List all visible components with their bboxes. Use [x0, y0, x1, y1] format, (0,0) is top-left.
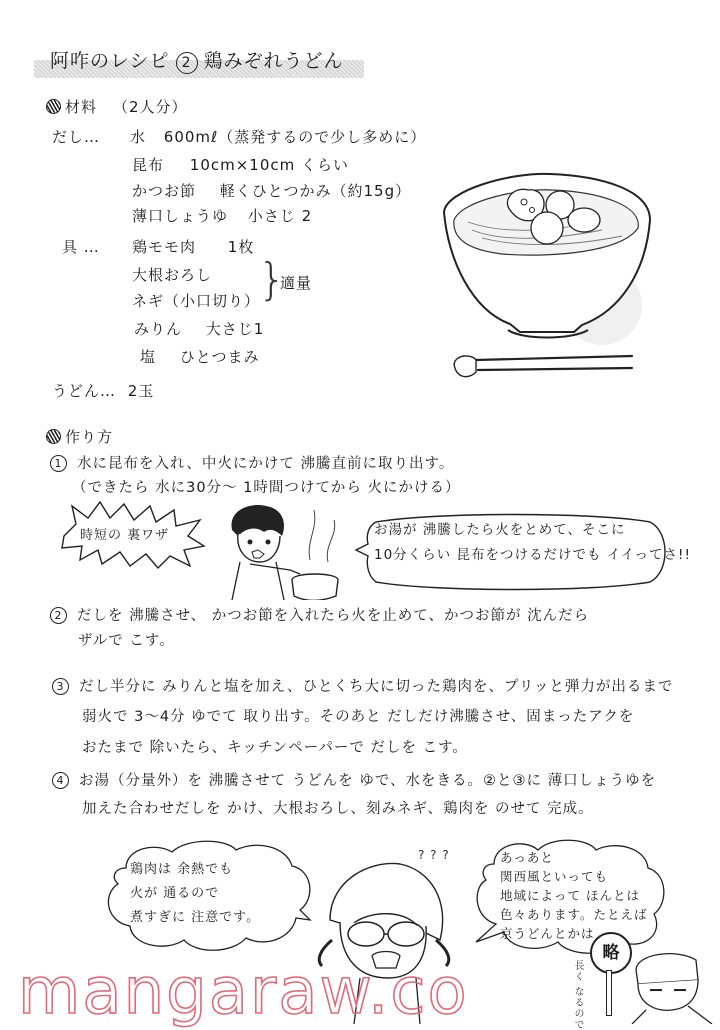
- ingredient-row: [134, 318, 264, 339]
- ingredient-row: [132, 154, 349, 175]
- ingredient-row: [52, 380, 154, 401]
- ingredient-amount: 小さじ 2: [247, 207, 313, 225]
- chicken-bubble-text: [130, 858, 260, 930]
- step-line: お湯（分量外）を 沸騰させて うどんを ゆで、水をきる。②と③に 薄口しょうゆを: [79, 773, 657, 789]
- boy-with-pot-illustration: [210, 500, 350, 600]
- title-prefix: 阿咋のレシピ: [50, 50, 170, 72]
- ingredients-header: [46, 96, 188, 117]
- site-watermark: mangaraw.co: [18, 955, 469, 1029]
- aside-line: 長く: [572, 960, 583, 982]
- tip-bubble-text: [374, 518, 691, 568]
- bubble-line: 火が 通るので: [130, 886, 220, 901]
- kansai-bubble-text: [500, 848, 648, 943]
- ingredient-name: みりん: [134, 320, 183, 338]
- aside-note: [572, 960, 583, 1030]
- step-4-line-2: 加えた合わせだしを かけ、大根おろし、刻みネギ、鶏肉を のせて 完成。: [82, 801, 594, 817]
- bubble-line: 地域によって ほんとは: [500, 888, 640, 903]
- ingredient-name: ネギ（小口切り）: [132, 292, 261, 310]
- step-number-badge: 1: [50, 455, 67, 472]
- ingredient-row: [140, 346, 260, 367]
- udon-label: うどん…: [52, 382, 117, 400]
- ingredients-header-label: 材料: [65, 98, 98, 116]
- step-number-badge: 2: [50, 607, 67, 624]
- question-marks: ? ? ?: [418, 848, 450, 862]
- ingredient-row: [132, 180, 411, 201]
- step-line: 水に昆布を入れ、中火にかけて 沸騰直前に取り出す。: [77, 456, 455, 472]
- ingredient-amount: 軽くひとつかみ（約15g）: [219, 182, 412, 200]
- step-2: [50, 607, 589, 624]
- bubble-line: 色々あります。たとえば: [500, 907, 648, 922]
- hatched-bullet-icon: [46, 99, 61, 114]
- time-saving-trick-label: 時短の 裏ワザ: [80, 528, 170, 543]
- bubble-line: 煮すぎに 注意です。: [130, 910, 261, 925]
- ingredient-row: [132, 205, 312, 226]
- bubble-line: 京うどんとかは: [500, 926, 595, 941]
- ingredient-name: 昆布: [132, 156, 165, 174]
- bubble-line: 10分くらい 昆布をつけるだけでも イイってさ!!: [374, 547, 691, 563]
- ingredient-name: 塩: [140, 348, 157, 366]
- step-number-badge: 3: [52, 678, 69, 695]
- ingredient-amount: 大さじ1: [205, 320, 265, 338]
- ingredient-amount: 600mℓ（蒸発するので少し多めに）: [163, 128, 427, 146]
- brace-icon: }: [258, 254, 286, 305]
- step-line: だしを 沸騰させ、 かつお節を入れたら火を止めて、かつお節が 沈んだら: [77, 608, 590, 624]
- step-1-note: （できたら 水に30分〜 1時間つけてから 火にかける）: [72, 480, 461, 496]
- step-1: [50, 455, 454, 472]
- bubble-line: お湯が 沸騰したら火をとめて、そこに: [374, 522, 626, 538]
- step-3-line-3: おたまで 除いたら、キッチンペーパーで だしを こす。: [82, 740, 468, 756]
- omitted-sign: 略: [590, 932, 632, 974]
- ingredient-name: 水: [130, 128, 147, 146]
- ingredient-name: 薄口しょうゆ: [132, 207, 229, 225]
- appropriate-amount-label: 適量: [280, 274, 313, 292]
- gu-label: 具 …: [62, 238, 100, 256]
- page-title: [50, 46, 344, 74]
- step-number-badge: 4: [52, 772, 69, 789]
- method-header: [46, 426, 113, 447]
- method-header-label: 作り方: [65, 428, 114, 446]
- ingredient-row: [132, 290, 260, 311]
- bubble-line: 鶏肉は 余熱でも: [130, 862, 234, 877]
- recipe-number-badge: 2: [176, 52, 198, 74]
- step-2-line-2: ザルで こす。: [78, 633, 175, 649]
- ingredient-amount: 10cm×10cm くらい: [189, 156, 350, 174]
- title-dish: 鶏みぞれうどん: [203, 50, 344, 72]
- aside-line: なるので: [572, 986, 583, 1030]
- bubble-line: 関西風といっても: [500, 869, 609, 884]
- ingredient-amount: ひとつまみ: [179, 348, 260, 366]
- step-4: [52, 772, 656, 789]
- ingredient-name: かつお節: [132, 182, 197, 200]
- ingredient-name: 鶏モモ肉: [132, 238, 197, 256]
- step-line: だし半分に みりんと塩を加え、ひとくち大に切った鶏肉を、プリッと弾力が出るまで: [79, 679, 674, 695]
- hatched-bullet-icon: [46, 429, 61, 444]
- chef-illustration: [626, 950, 720, 1024]
- step-3: [52, 678, 673, 695]
- udon-bowl-illustration: [432, 150, 662, 390]
- bubble-line: あっあと: [500, 850, 554, 865]
- dashi-label: だし…: [52, 128, 101, 146]
- step-3-line-2: 弱火で 3〜4分 ゆでて 取り出す。そのあと だしだけ沸騰させ、固まったアクを: [82, 709, 635, 725]
- servings-label: （2人分）: [113, 98, 188, 116]
- ingredient-name: 大根おろし: [132, 266, 213, 284]
- ingredient-amount: 2玉: [127, 382, 155, 400]
- sign-handle: [606, 970, 612, 1016]
- ingredient-row: [132, 236, 254, 257]
- ingredient-row: [132, 264, 212, 285]
- ingredient-amount: 1枚: [227, 238, 255, 256]
- ingredient-row: [130, 126, 426, 147]
